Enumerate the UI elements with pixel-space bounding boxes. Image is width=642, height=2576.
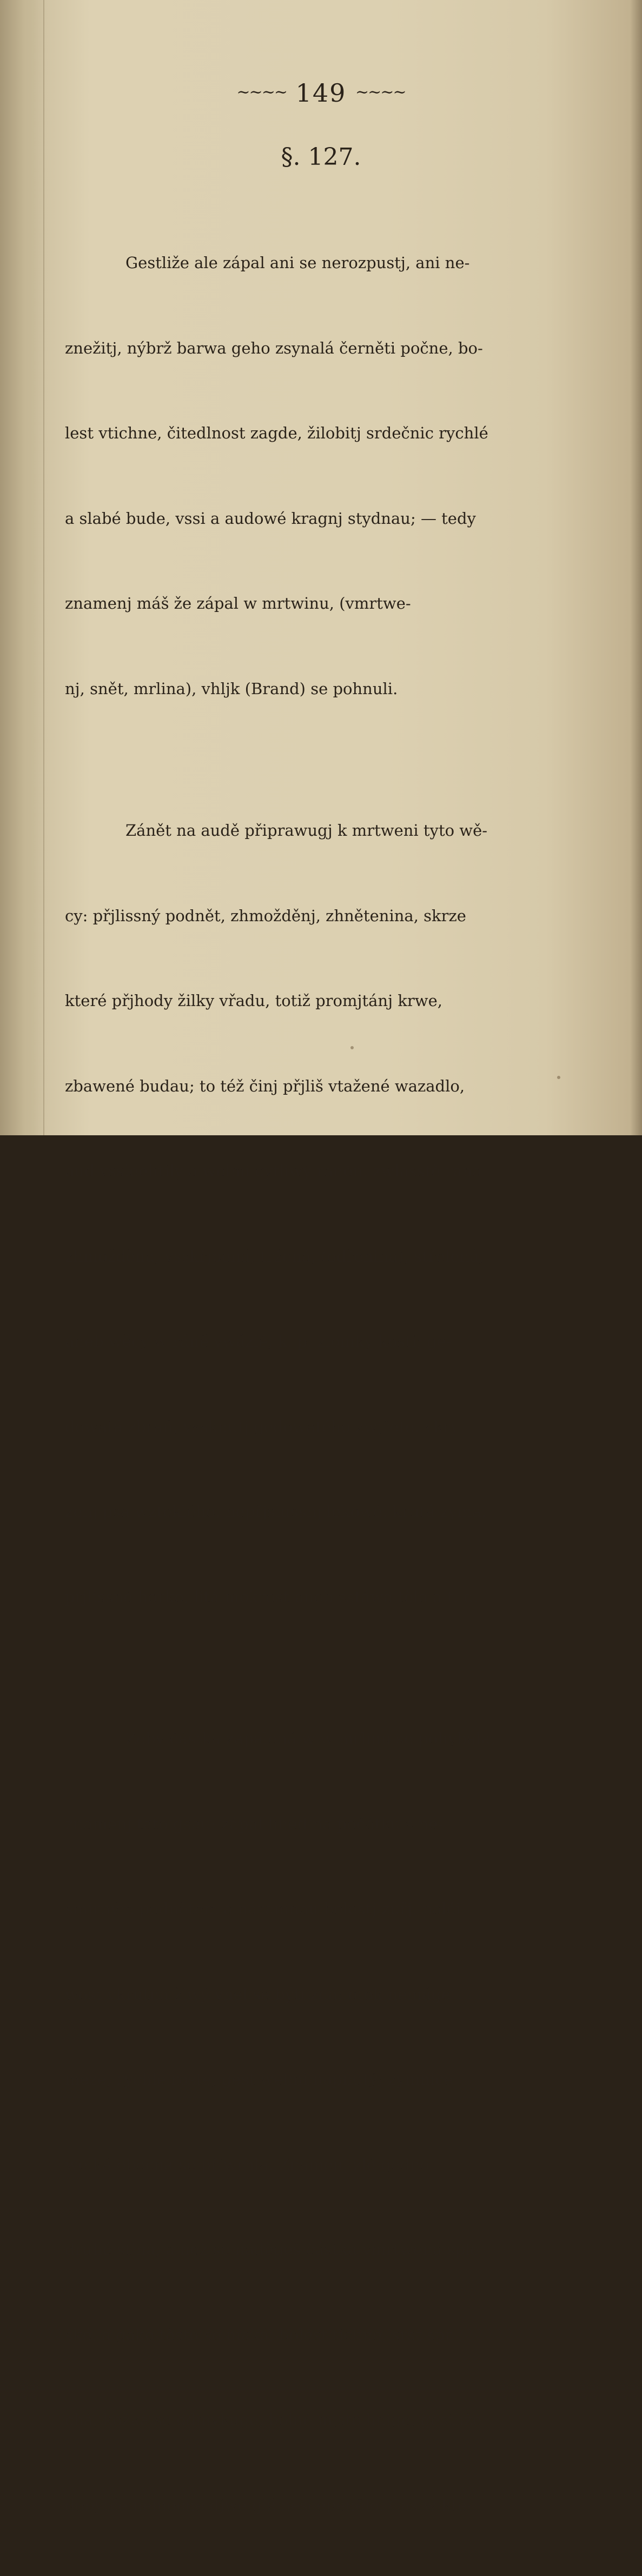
text-line: nj, snět, mrlina), vhljk (Brand) se pohnuli. [65,679,398,698]
text-line: chá, kožka se odmykuge, bolné mjsto hnige, gestliže [65,2411,482,2429]
paragraph-2 [65,760,552,1668]
page-header [0,78,642,108]
text-line: přjlissné horko, litá mokrost aneb sstáwa těla a t. d. [65,1587,479,1606]
body-text [65,192,552,2576]
header-ornament-left: ~~~~ [236,83,287,102]
text-line: druhé stjhá, a než se naděgeš částka vmrtwená sple- [65,2240,485,2259]
text-line: Zánět na audě připrawugj k mrtweni tyto wě- [125,821,488,840]
paper-speck [557,1076,560,1079]
text-line: lest vtichne, čitedlnost zagde, žilobitj srdečnic rychlé [65,424,488,442]
text-line: aud vssleehtilý a welmi cytliwý raněn, zwlásstě rána [65,1162,482,1180]
text-line: zenj psa wzteklého, nepřjslussnj lékowé, krutá zyma, [65,1502,487,1521]
page-number: 149 [295,78,347,108]
paper-speck [350,1046,354,1049]
text-line: dowatá zbraň, vssknutj gedowatého zwjřete, vkry- [65,1417,465,1436]
text-line: znamenj máš že zápal w mrtwinu, (vmrtwe- [65,594,411,613]
text-line: Gestliže ale zápal ani se nerozpustj, ani ne- [125,254,470,272]
text-line: znežitj, nýbrž barwa geho zsynalá černěti počne, bo- [65,338,483,357]
text-line: znamenj tato gsau: zápal hned na počátku s ne- [65,1814,444,1833]
text-line: ské, a gako těsto se maká, bolest tichne, srst spr- [65,2325,458,2344]
text-line: které přjhody žilky vřadu, totiž promjtánj krwe, [65,991,442,1010]
text-line: aneb wěcy w ráně vwázlé, k. p. zlomky kosti; ge- [65,1332,452,1350]
text-line: zhmožděná, vsskřjpená, tržená, (odřenina), střelená, [65,1247,484,1266]
section-heading: §. 127. [281,143,361,171]
paragraph-1 [65,192,552,760]
text-line: smirným podnětem a náramnau bolestj zůřj. palči- [65,1900,466,1918]
text-line: meze, rychle roste, gest welmi napnutý; zymnice [65,2070,453,2088]
text-line: wost vkrutná žiwý vhel se býti zdá; otok nemáge [65,1985,451,2003]
text-line: zbawené budau; to též činj přjliš vtažené wazadlo, [65,1076,465,1095]
text-line: dobytče nemocné djwe giž nescepenělo. Čas w kte- [65,2495,472,2514]
text-line: a slabé bude, vssi a audowé kragnj stydnau; — tedy [65,509,476,528]
text-line: welká obecná se přiwrhla. Znamenj zlé gedno [65,2155,430,2174]
paragraph-3 [65,1668,552,2576]
text-line: Zeby částka zapálená w w mrlinu se pohybala, [125,1729,496,1748]
text-line: cy: přjlissný podnět, zhmožděnj, zhnětenina, skrze [65,906,466,925]
header-ornament-right: ~~~~ [355,83,406,102]
